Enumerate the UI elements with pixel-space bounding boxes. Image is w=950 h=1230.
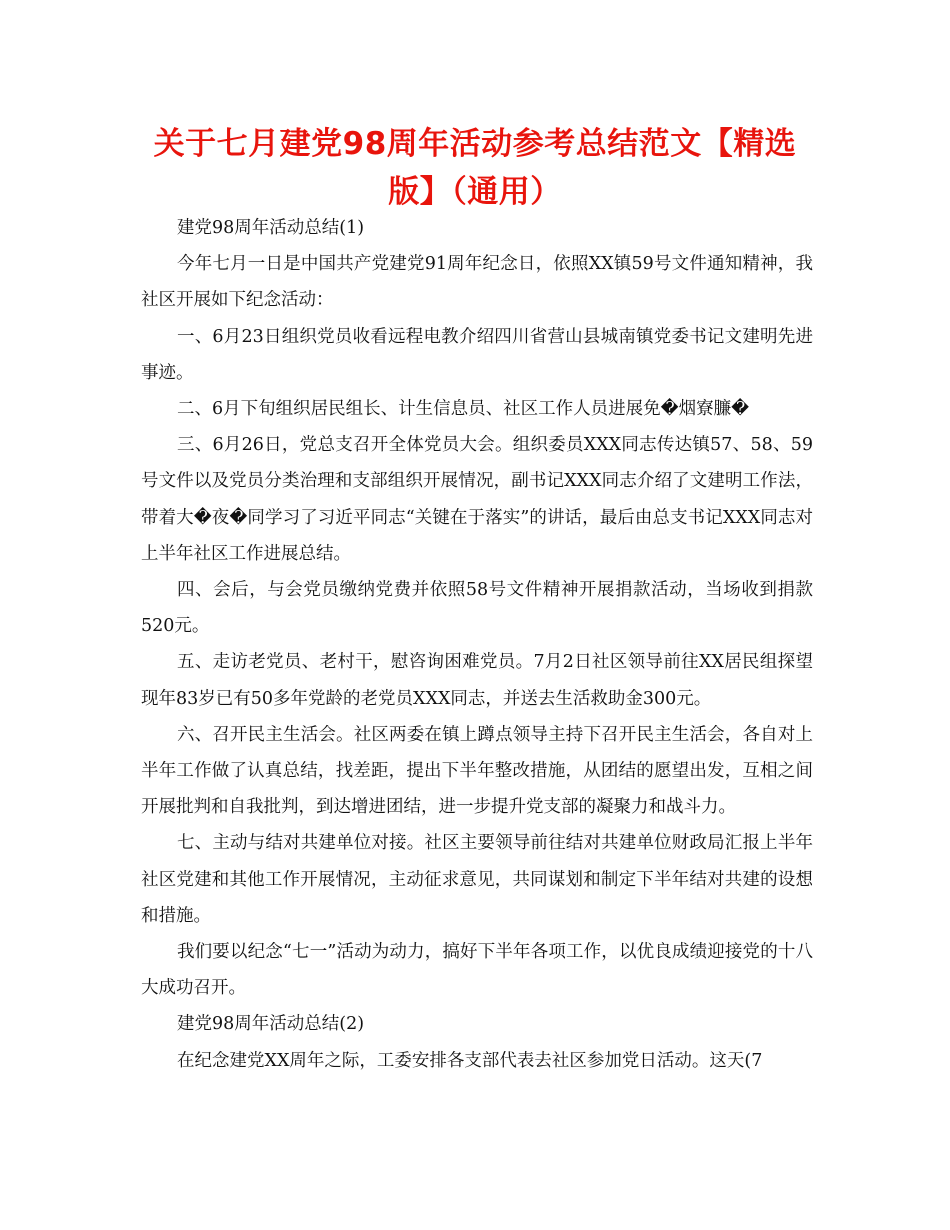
document-title: 关于七月建党98周年活动参考总结范文【精选版】（通用）	[153, 126, 797, 210]
paragraph-intro: 今年七月一日是中国共产党建党91周年纪念日，依照XX镇59号文件通知精神，我社区开展如下纪念活动：	[141, 254, 813, 311]
paragraph-item-5: 五、走访老党员、老村干，慰咨询困难党员。7月2日社区领导前往XX居民组探望现年83岁已有50多年党龄的老党员XXX同志，并送去生活救助金300元。	[141, 652, 813, 709]
paragraph-item-4: 四、会后，与会党员缴纳党费并依照58号文件精神开展捐款活动，当场收到捐款520元。	[141, 580, 813, 637]
paragraph-summary-2-intro: 在纪念建党XX周年之际，工委安排各支部代表去社区参加党日活动。这天(7	[177, 1050, 763, 1071]
paragraph-item-1: 一、6月23日组织党员收看远程电教介绍四川省营山县城南镇党委书记文建明先进事迹。	[141, 326, 813, 383]
paragraph-item-7: 七、主动与结对共建单位对接。社区主要领导前往结对共建单位财政局汇报上半年社区党建和其他工作开展情况，主动征求意见，共同谋划和制定下半年结对共建的设想和措施。	[141, 833, 813, 926]
heading-summary-1: 建党98周年活动总结(1)	[177, 218, 365, 238]
paragraph-conclusion: 我们要以纪念“七一”活动为动力，搞好下半年各项工作，以优良成绩迎接党的十八大成功召开。	[141, 942, 813, 999]
paragraph-item-2: 二、6月下旬组织居民组长、计生信息员、社区工作人员进展免�烟寮臁�	[177, 399, 750, 420]
paragraph-item-6: 六、召开民主生活会。社区两委在镇上蹲点领导主持下召开民主生活会，各自对上半年工作做了认真总结，找差距，提出下半年整改措施，从团结的愿望出发，互相之间开展批判和自我批判，到达增进团结，进一步提升党支部的凝聚力和战斗力。	[141, 724, 813, 818]
document-body	[141, 210, 813, 1079]
paragraph-item-3: 三、6月26日，党总支召开全体党员大会。组织委员XXX同志传达镇57、58、59号文件以及党员分类治理和支部组织开展情况，副书记XXX同志介绍了文建明工作法，带着大�夜�同学习了习近平同志“关键在于落实”的讲话，最后由总支书记XXX同志对上半年社区工作进展总结。	[141, 435, 813, 564]
heading-summary-2: 建党98周年活动总结(2)	[177, 1014, 365, 1035]
